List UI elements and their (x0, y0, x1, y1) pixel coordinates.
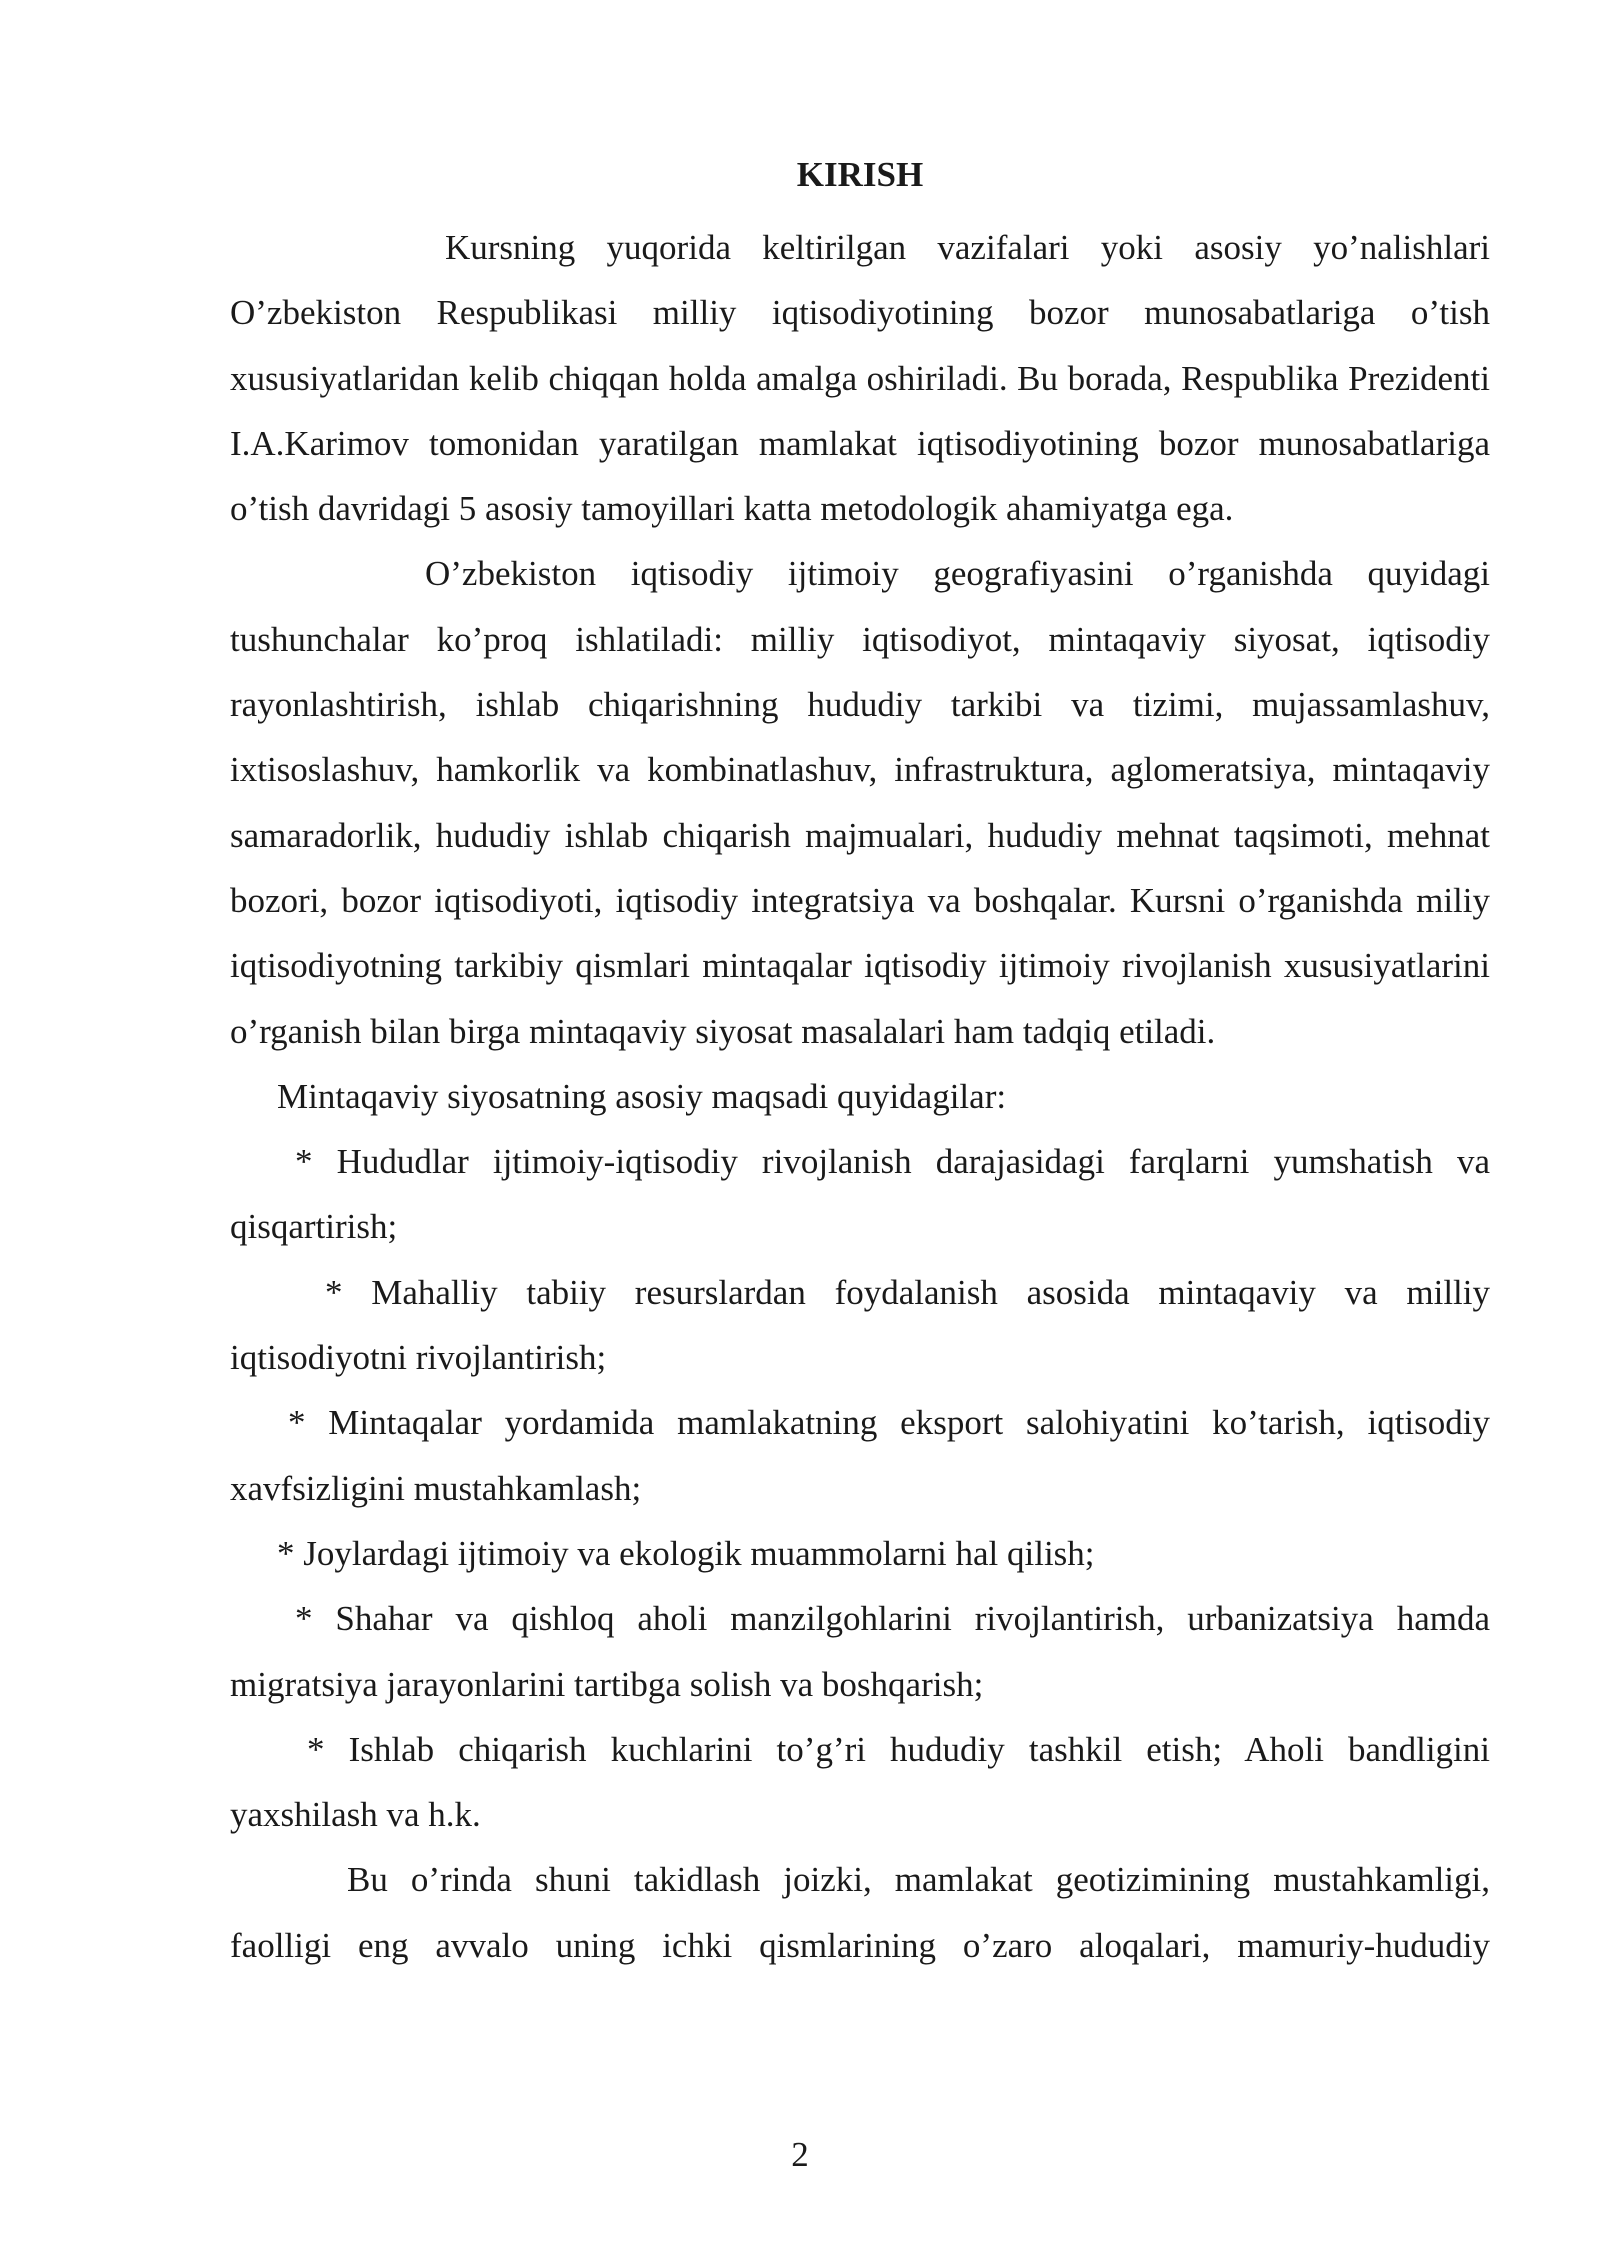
paragraph-concepts: O’zbekiston iqtisodiy ijtimoiy geografiyasini o’rganishda quyidagi tushunchalar ko’proq ishlatiladi: milliy iqtisodiyot, mintaqaviy siyosat, iqtisodiy rayonlashtirish, ishlab chiqarishning hududiy tarkibi va tizimi, mujassamlashuv, ixtisoslashuv, hamkorlik va kombinatlashuv, infrastruktura, aglomeratsiya, mintaqaviy samaradorlik, hududiy ishlab chiqarish majmualari, hududiy mehnat taqsimoti, mehnat bozori, bozor iqtisodiyoti, iqtisodiy integratsiya va boshqalar. Kursni o’rganishda miliy iqtisodiyotning tarkibiy qismlari mintaqalar iqtisodiy ijtimoiy rivojlanish xususiyatlarini o’rganish bilan birga mintaqaviy siyosat masalalari ham tadqiq etiladi. (230, 554, 1490, 1051)
goal-item: * Mahalliy tabiiy resurslardan foydalanish asosida mintaqaviy va milliy iqtisodiyotni rivojlantirish; (230, 1272, 1490, 1378)
paragraph-intro: Kursning yuqorida keltirilgan vazifalari yoki asosiy yo’nalishlari O’zbekiston Respublikasi milliy iqtisodiyotining bozor munosabatlariga o’tish xususiyatlaridan kelib chiqqan holda amalga oshiriladi. Bu borada, Respublika Prezidenti I.A.Karimov tomonidan yaratilgan mamlakat iqtisodiyotining bozor munosabatlariga o’tish davridagi 5 asosiy tamoyillari katta metodologik ahamiyatga ega. (230, 228, 1490, 529)
page-title: KIRISH (796, 155, 924, 194)
goal-item: * Joylardagi ijtimoiy va ekologik muammolarni hal qilish; (277, 1533, 1095, 1573)
goals-intro: Mintaqaviy siyosatning asosiy maqsadi quyidagilar: (277, 1076, 1007, 1116)
goal-item: * Ishlab chiqarish kuchlarini to’g’ri hududiy tashkil etish; Aholi bandligini yaxshilash va h.k. (230, 1729, 1490, 1835)
paragraph-closing: Bu o’rinda shuni takidlash joizki, mamlakat geotizimining mustahkamligi, faolligi eng avvalo uning ichki qismlarining o’zaro aloqalari, mamuriy-hududiy (230, 1860, 1490, 1965)
goal-item: * Hududlar ijtimoiy-iqtisodiy rivojlanish darajasidagi farqlarni yumshatish va qisqartirish; (230, 1142, 1490, 1247)
goal-item: * Mintaqalar yordamida mamlakatning eksport salohiyatini ko’tarish, iqtisodiy xavfsizligini mustahkamlash; (230, 1403, 1490, 1508)
goal-item: * Shahar va qishloq aholi manzilgohlarini rivojlantirish, urbanizatsiya hamda migratsiya jarayonlarini tartibga solish va boshqarish; (230, 1599, 1490, 1704)
document-page (230, 150, 1490, 1978)
page-number: 2 (791, 2135, 809, 2174)
